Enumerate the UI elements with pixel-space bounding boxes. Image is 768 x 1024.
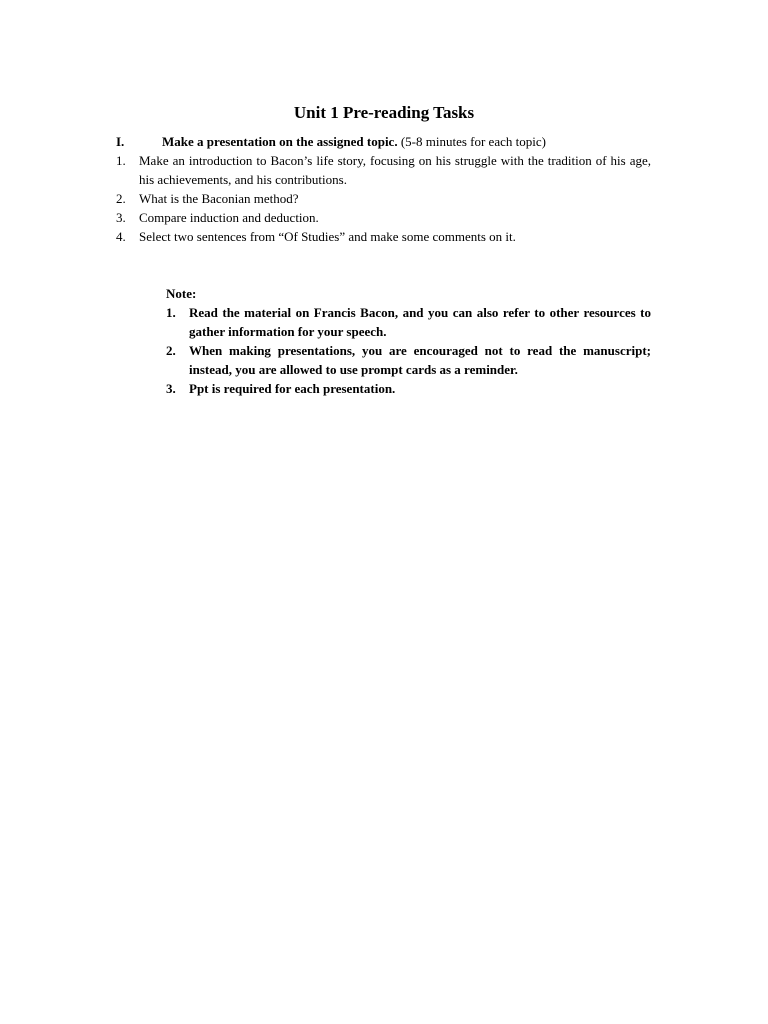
task-text: What is the Baconian method? — [139, 191, 299, 206]
note-text: When making presentations, you are encouraged not to read the manuscript; instead, you are allowed to use prompt cards as a reminder. — [189, 343, 651, 377]
task-text: Make an introduction to Bacon’s life story, focusing on his struggle with the tradition of his age, his achievements, and his contributions. — [139, 153, 651, 187]
note-block — [166, 284, 651, 398]
task-number: 3. — [116, 210, 126, 225]
note-number: 3. — [166, 381, 176, 396]
note-number: 1. — [166, 305, 176, 320]
task-list — [116, 151, 651, 246]
section-heading-duration: (5-8 minutes for each topic) — [397, 134, 546, 149]
task-item — [116, 208, 651, 227]
task-number: 2. — [116, 191, 126, 206]
note-number: 2. — [166, 343, 176, 358]
task-number: 4. — [116, 229, 126, 244]
note-item — [166, 303, 651, 341]
task-item — [116, 227, 651, 246]
section-heading-bold: Make a presentation on the assigned topic. — [162, 134, 398, 149]
task-item — [116, 189, 651, 208]
note-item — [166, 341, 651, 379]
section-heading — [116, 132, 656, 151]
task-text: Compare induction and deduction. — [139, 210, 319, 225]
section-numeral: I. — [116, 134, 125, 149]
task-text: Select two sentences from “Of Studies” and make some comments on it. — [139, 229, 516, 244]
note-text: Ppt is required for each presentation. — [189, 381, 396, 396]
document-title: Unit 1 Pre-reading Tasks — [293, 103, 475, 122]
task-item — [116, 151, 651, 189]
note-list — [166, 303, 651, 398]
note-label: Note: — [166, 286, 197, 301]
note-text: Read the material on Francis Bacon, and you can also refer to other resources to gather information for your speech. — [189, 305, 651, 339]
note-item — [166, 379, 651, 398]
task-number: 1. — [116, 153, 126, 168]
